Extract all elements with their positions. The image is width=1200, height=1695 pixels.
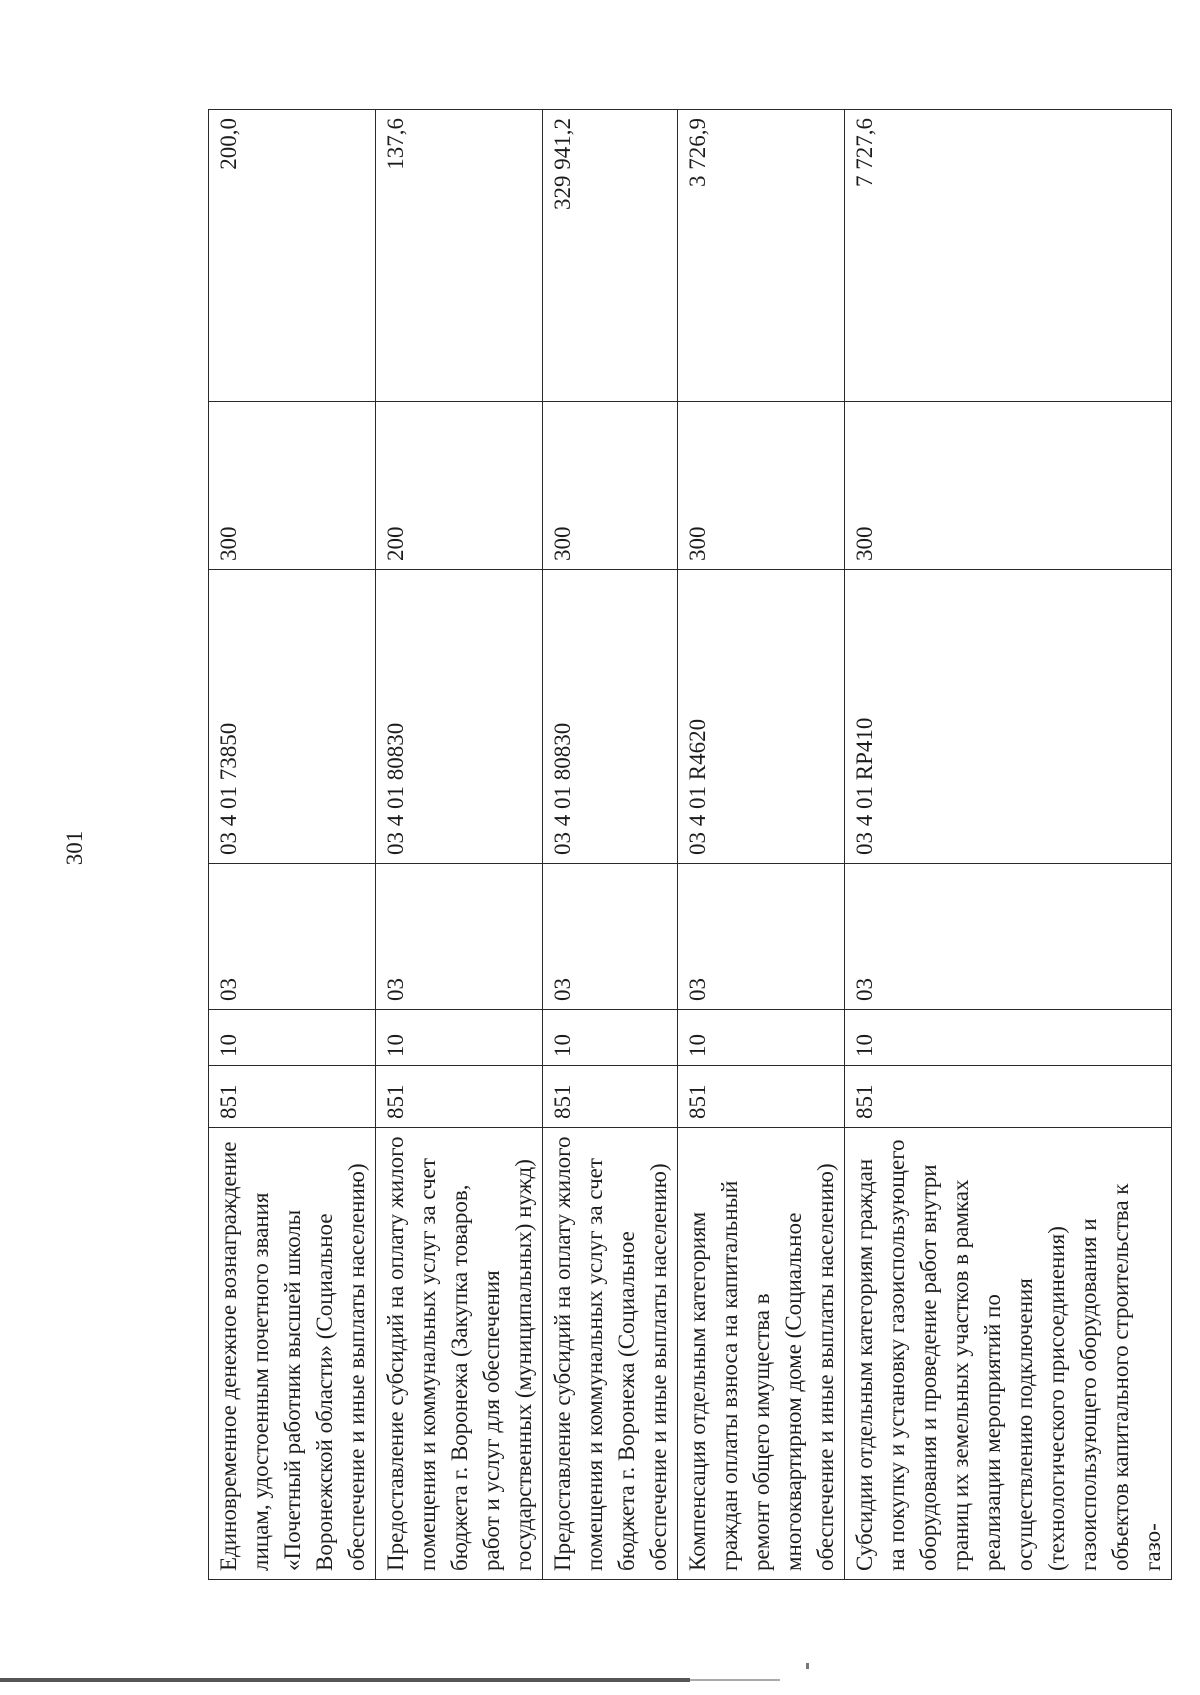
row-expense-type: 300 (678, 402, 845, 570)
table-row (209, 110, 376, 1580)
row-expense-type: 300 (845, 402, 1172, 570)
row-description: Предоставление субсидий на оплату жилого помещения и коммунальных услуг за счет бюджета г. Воронежа (Социальное обеспечение и иные выплаты населению) (543, 1128, 678, 1580)
row-expense-type: 300 (543, 402, 678, 570)
row-amount: 137,6 (376, 110, 543, 402)
row-subsection-code: 03 (376, 864, 543, 1010)
row-grbs-code: 851 (845, 1066, 1172, 1128)
row-grbs-code: 851 (543, 1066, 678, 1128)
row-grbs-code: 851 (678, 1066, 845, 1128)
row-subsection-code: 03 (543, 864, 678, 1010)
scan-edge-line-faint (690, 1679, 780, 1681)
row-description: Предоставление субсидий на оплату жилого помещения и коммунальных услуг за счет бюджета г. Воронежа (Закупка товаров, работ и услуг для обеспечения государственных (муниципальных) нужд) (376, 1128, 543, 1580)
row-subsection-code: 03 (678, 864, 845, 1010)
table-row (845, 110, 1172, 1580)
row-target-code: 03 4 01 73850 (209, 570, 376, 864)
row-amount: 200,0 (209, 110, 376, 402)
table-row (678, 110, 845, 1580)
row-description: Компенсация отдельным категориям граждан оплаты взноса на капитальный ремонт общего имущества в многоквартирном доме (Социальное обеспечение и иные выплаты населению) (678, 1128, 845, 1580)
row-amount: 7 727,6 (845, 110, 1172, 402)
row-description: Субсидии отдельным категориям граждан на покупку и установку газоиспользующего оборудования и проведение работ внутри границ их земельных участков в рамках реализации мероприятий по осуществлению подключения (технологического присоединения) газоиспользующего оборудования и объектов капитального строительства к газо- (845, 1128, 1172, 1580)
row-target-code: 03 4 01 80830 (376, 570, 543, 864)
table-row (543, 110, 678, 1580)
scan-edge-line (0, 1678, 690, 1682)
row-section-code: 10 (845, 1010, 1172, 1066)
budget-table (208, 109, 1172, 1580)
row-section-code: 10 (543, 1010, 678, 1066)
row-subsection-code: 03 (209, 864, 376, 1010)
row-expense-type: 200 (376, 402, 543, 570)
row-grbs-code: 851 (209, 1066, 376, 1128)
row-description: Единовременное денежное вознаграждение лицам, удостоенным почетного звания «Почетный работник высшей школы Воронежской области» (Социальное обеспечение и иные выплаты населению) (209, 1128, 376, 1580)
budget-table-rotated (208, 110, 1165, 1580)
row-amount: 3 726,9 (678, 110, 845, 402)
row-section-code: 10 (678, 1010, 845, 1066)
scan-speck (806, 1663, 809, 1669)
row-expense-type: 300 (209, 402, 376, 570)
page-number: 301 (62, 830, 87, 866)
row-subsection-code: 03 (845, 864, 1172, 1010)
row-amount: 329 941,2 (543, 110, 678, 402)
row-target-code: 03 4 01 RP410 (845, 570, 1172, 864)
row-target-code: 03 4 01 80830 (543, 570, 678, 864)
row-target-code: 03 4 01 R4620 (678, 570, 845, 864)
row-section-code: 10 (209, 1010, 376, 1066)
row-section-code: 10 (376, 1010, 543, 1066)
table-row (376, 110, 543, 1580)
row-grbs-code: 851 (376, 1066, 543, 1128)
